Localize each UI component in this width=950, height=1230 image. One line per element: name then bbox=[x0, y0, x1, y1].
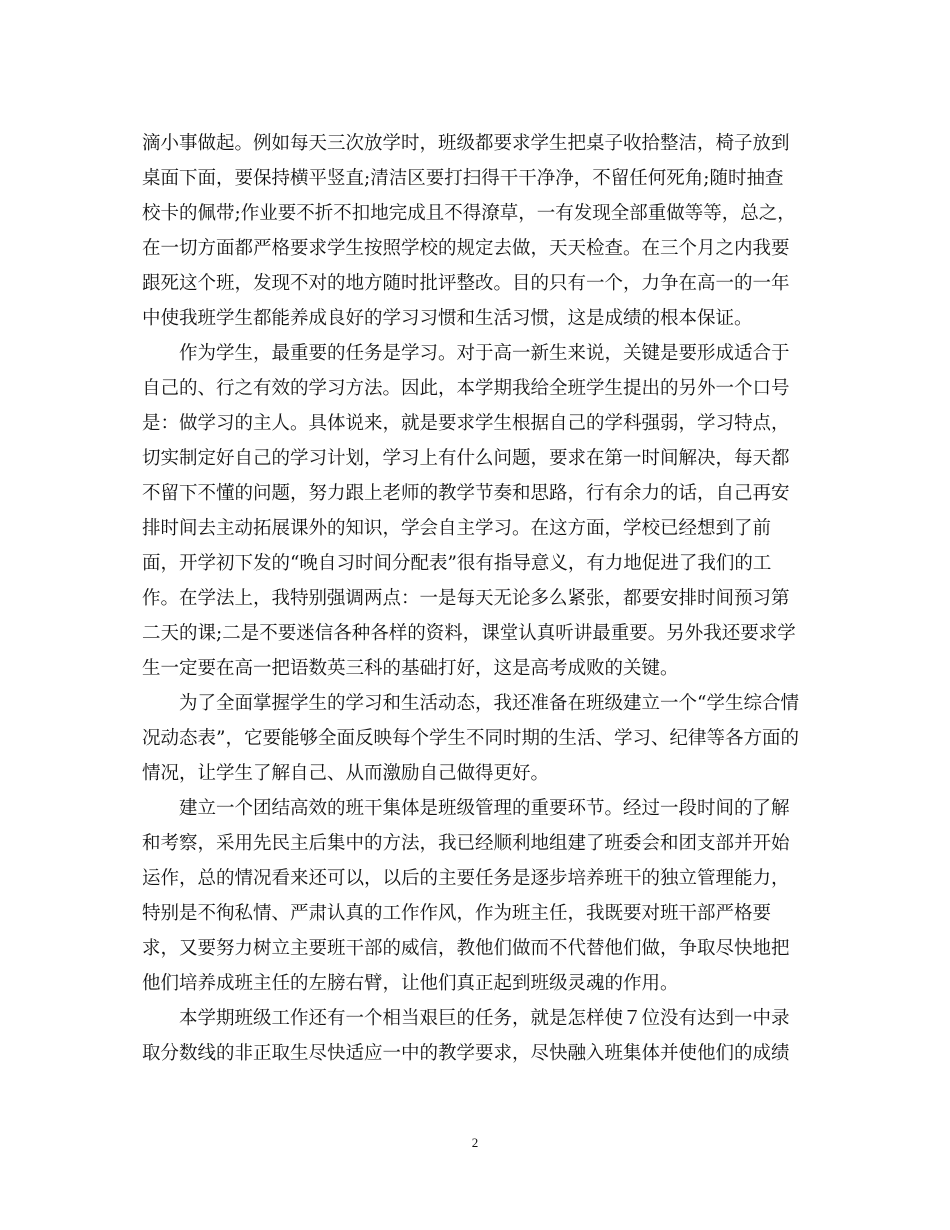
text-line: 跟死这个班，发现不对的地方随时批评整改。目的只有一个，力争在高一的一年 bbox=[142, 273, 790, 294]
text-line: 生一定要在高一把语数英三科的基础打好，这是高考成败的关键。 bbox=[142, 658, 679, 679]
text-line: 不留下不懂的问题，努力跟上老师的教学节奏和思路，行有余力的话，自己再安 bbox=[142, 483, 790, 504]
text-line: 滴小事做起。例如每天三次放学时，班级都要求学生把桌子收拾整洁，椅子放到 bbox=[142, 133, 790, 154]
document-body bbox=[142, 126, 812, 1071]
paragraph-first-line: 作为学生，最重要的任务是学习。对于高一新生来说，关键是要形成适合于 bbox=[179, 343, 790, 364]
text-line: 校卡的佩带;作业要不折不扣地完成且不得潦草，一有发现全部重做等等，总之， bbox=[142, 203, 796, 224]
text-line: 中使我班学生都能养成良好的学习习惯和生活习惯，这是成绩的根本保证。 bbox=[142, 308, 753, 329]
text-line: 切实制定好自己的学习计划，学习上有什么问题，要求在第一时间解决，每天都 bbox=[142, 448, 790, 469]
text-line: 作。在学法上，我特别强调两点：一是每天无论多么紧张，都要安排时间预习第 bbox=[142, 588, 790, 609]
text-line: 二天的课;二是不要迷信各种各样的资料，课堂认真听讲最重要。另外我还要求学 bbox=[142, 623, 796, 644]
text-line: 取分数线的非正取生尽快适应一中的教学要求，尽快融入班集体并使他们的成绩 bbox=[142, 1043, 790, 1064]
text-line: 运作，总的情况看来还可以，以后的主要任务是逐步培养班干的独立管理能力， bbox=[142, 868, 790, 889]
paragraph-first-line: 为了全面掌握学生的学习和生活动态，我还准备在班级建立一个“学生综合情 bbox=[179, 693, 799, 714]
text-line: 他们培养成班主任的左膀右臂，让他们真正起到班级灵魂的作用。 bbox=[142, 973, 679, 994]
text-line: 自己的、行之有效的学习方法。因此，本学期我给全班学生提出的另外一个口号 bbox=[142, 378, 790, 399]
text-line: 情况，让学生了解自己、从而激励自己做得更好。 bbox=[142, 763, 550, 784]
text-line: 况动态表”，它要能够全面反映每个学生不同时期的生活、学习、纪律等各方面的 bbox=[142, 728, 799, 749]
text-line: 和考察，采用先民主后集中的方法，我已经顺利地组建了班委会和团支部并开始 bbox=[142, 833, 790, 854]
paragraph-first-line: 本学期班级工作还有一个相当艰巨的任务，就是怎样使７位没有达到一中录 bbox=[179, 1008, 790, 1029]
text-line: 桌面下面，要保持横平竖直;清洁区要打扫得干干净净，不留任何死角;随时抽查 bbox=[142, 168, 784, 189]
text-line: 求，又要努力树立主要班干部的威信，教他们做而不代替他们做，争取尽快地把 bbox=[142, 938, 790, 959]
text-line: 排时间去主动拓展课外的知识，学会自主学习。在这方面，学校已经想到了前 bbox=[142, 518, 772, 539]
text-line: 特别是不徇私情、严肃认真的工作作风，作为班主任，我既要对班干部严格要 bbox=[142, 903, 772, 924]
text-line: 面，开学初下发的“晚自习时间分配表”很有指导意义，有力地促进了我们的工 bbox=[142, 553, 772, 574]
text-line: 在一切方面都严格要求学生按照学校的规定去做，天天检查。在三个月之内我要 bbox=[142, 238, 790, 259]
paragraph-first-line: 建立一个团结高效的班干集体是班级管理的重要环节。经过一段时间的了解 bbox=[179, 798, 790, 819]
text-line: 是：做学习的主人。具体说来，就是要求学生根据自己的学科强弱，学习特点， bbox=[142, 413, 790, 434]
page-number: 2 bbox=[471, 1135, 479, 1150]
